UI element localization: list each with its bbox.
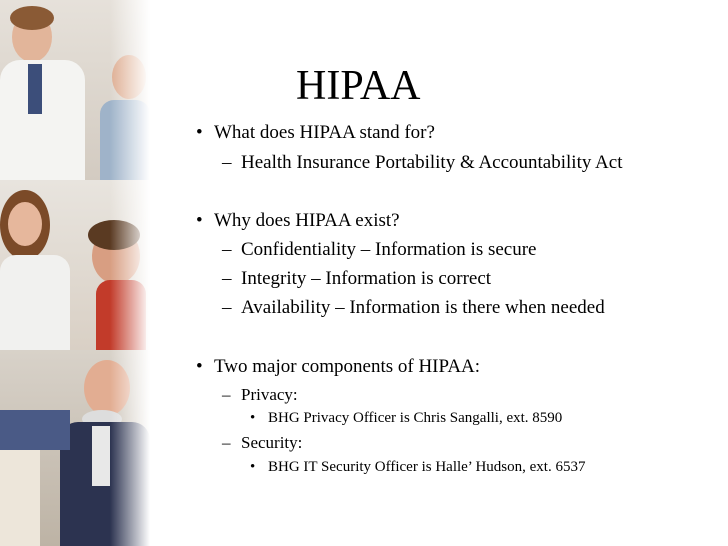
sub-bullet-text: Integrity – Information is correct xyxy=(241,268,492,289)
dash-marker: – xyxy=(222,297,232,318)
sub-sub-bullet-text: BHG Privacy Officer is Chris Sangalli, ext. 8590 xyxy=(268,410,563,426)
dash-marker: – xyxy=(222,385,231,404)
bullet-text: Two major components of HIPAA: xyxy=(214,356,481,377)
sub-sub-bullet-item xyxy=(250,459,585,476)
sub-bullet-text: Health Insurance Portability & Accountability Act xyxy=(241,152,623,173)
sub-bullet-text: Security: xyxy=(241,433,303,452)
bullet-item xyxy=(196,356,480,378)
photo-collage xyxy=(0,0,150,546)
bullet-marker: • xyxy=(250,459,256,475)
doctors-photo xyxy=(0,0,150,180)
bullet-item xyxy=(196,210,400,232)
slide-title: HIPAA xyxy=(296,63,421,109)
bullet-text: Why does HIPAA exist? xyxy=(214,210,400,231)
dash-marker: – xyxy=(222,239,232,260)
bullet-marker: • xyxy=(250,410,256,426)
sub-bullet-item xyxy=(222,385,298,405)
doctor-elderly-patient-photo xyxy=(0,350,150,546)
sub-bullet-item xyxy=(222,239,536,261)
dash-marker: – xyxy=(222,268,232,289)
bullet-item xyxy=(196,122,435,144)
sub-sub-bullet-item xyxy=(250,410,562,427)
sub-sub-bullet-text: BHG IT Security Officer is Halle’ Hudson, ext. 6537 xyxy=(268,459,586,475)
sub-bullet-item xyxy=(222,297,605,319)
dash-marker: – xyxy=(222,433,231,452)
sub-bullet-item xyxy=(222,152,623,174)
bullet-marker: • xyxy=(196,210,203,231)
nurse-patient-photo xyxy=(0,180,150,350)
sub-bullet-text: Confidentiality – Information is secure xyxy=(241,239,537,260)
dash-marker: – xyxy=(222,152,232,173)
bullet-marker: • xyxy=(196,122,203,143)
bullet-text: What does HIPAA stand for? xyxy=(214,122,435,143)
sub-bullet-item xyxy=(222,268,491,290)
sub-bullet-item xyxy=(222,433,302,453)
sub-bullet-text: Privacy: xyxy=(241,385,298,404)
sub-bullet-text: Availability – Information is there when needed xyxy=(241,297,605,318)
bullet-marker: • xyxy=(196,356,203,377)
